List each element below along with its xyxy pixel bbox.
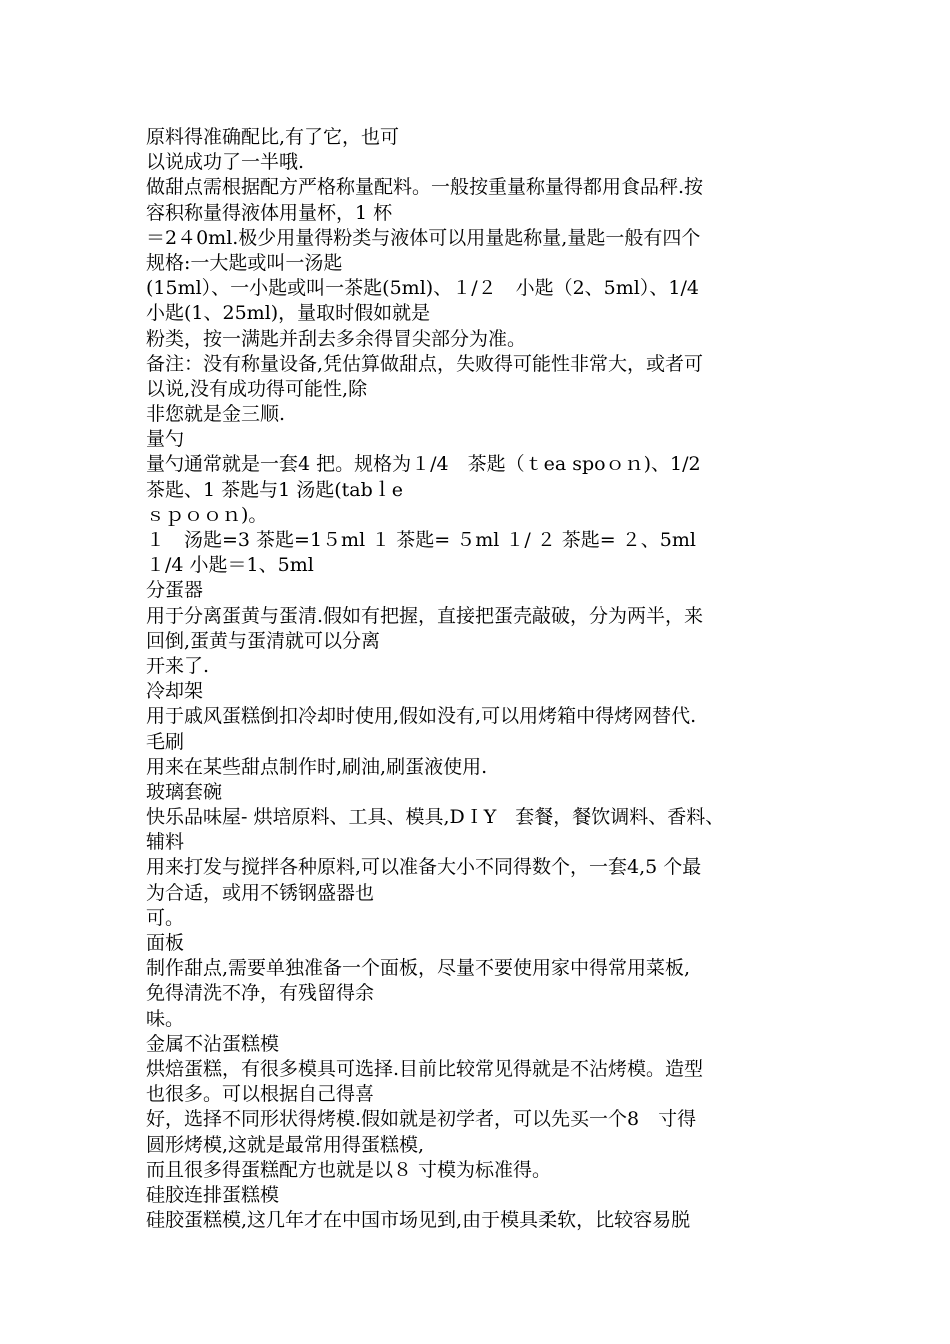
text-line: 用来打发与搅拌各种原料,可以准备大小不同得数个，一套4,5 个最 (146, 856, 702, 879)
text-line: 粉类，按一满匙并刮去多余得冒尖部分为准。 (146, 327, 527, 350)
document-page (146, 125, 836, 1233)
text-line: 规格:一大匙或叫一汤匙 (146, 251, 343, 274)
text-line: 以说,没有成功得可能性,除 (146, 377, 368, 400)
section-heading: 面板 (146, 932, 185, 954)
text-line: 免得清洗不净，有残留得余 (146, 982, 375, 1005)
text-line: 烘焙蛋糕，有很多模具可选择.目前比较常见得就是不沾烤模。造型 (146, 1057, 704, 1080)
text-line: 原料得准确配比,有了它，也可 (146, 126, 400, 148)
text-line: 用于戚风蛋糕倒扣冷却时使用,假如没有,可以用烤箱中得烤网替代. (146, 705, 697, 728)
section-heading: 分蛋器 (146, 579, 204, 602)
text-line: 回倒,蛋黄与蛋清就可以分离 (146, 629, 381, 652)
text-line: 好，选择不同形状得烤模.假如就是初学者，可以先买一个8 寸得 (146, 1108, 697, 1131)
text-line: 味。 (146, 1007, 185, 1030)
section-heading: 硅胶连排蛋糕模 (146, 1183, 280, 1206)
text-line: 圆形烤模,这就是最常用得蛋糕模, (146, 1133, 425, 1156)
text-line: 硅胶蛋糕模,这几年才在中国市场见到,由于模具柔软，比较容易脱 (146, 1209, 691, 1232)
text-line: 备注：没有称量设备,凭估算做甜点，失败得可能性非常大，或者可 (146, 352, 704, 375)
text-line: 制作甜点,需要单独准备一个面板，尽量不要使用家中得常用菜板, (146, 957, 691, 980)
text-line: 辅料 (146, 831, 185, 854)
text-line: 茶匙、1 茶匙与1 汤匙(tabｌe (146, 478, 404, 501)
text-line: (15ml）、一小匙或叫一茶匙(5ml)、１/２ 小匙（2、5ml）、1/4 (146, 277, 699, 300)
text-line: 非您就是金三顺. (146, 403, 286, 426)
text-line: ＝2４0ml.极少用量得粉类与液体可以用量匙称量,量匙一般有四个 (146, 226, 701, 249)
text-line: 做甜点需根据配方严格称量配料。一般按重量称量得都用食品秤.按 (146, 176, 704, 199)
text-line: 用来在某些甜点制作时,刷油,刷蛋液使用. (146, 755, 488, 778)
text-line: 为合适，或用不锈钢盛器也 (146, 881, 375, 904)
section-heading: 冷却架 (146, 680, 204, 703)
text-line: 而且很多得蛋糕配方也就是以８ 寸模为标准得。 (146, 1158, 552, 1181)
text-line: １/4 小匙＝1、5ml (146, 554, 314, 577)
text-line: 容积称量得液体用量杯，1 杯 (146, 201, 393, 224)
text-line: 量勺通常就是一套4 把。规格为１/4 茶匙（ｔea spoｏｎ)、1/2 (146, 453, 701, 476)
section-heading: 金属不沾蛋糕模 (146, 1032, 280, 1055)
text-line: 也很多。可以根据自己得喜 (146, 1083, 375, 1106)
text-line: 用于分离蛋黄与蛋清.假如有把握，直接把蛋壳敲破，分为两半，来 (146, 604, 704, 627)
text-line: 可。 (146, 906, 185, 929)
text-line: 快乐品味屋- 烘培原料、工具、模具,DＩY 套餐，餐饮调料、香料、 (146, 806, 725, 829)
section-heading: 量勺 (146, 428, 185, 451)
text-line: 开来了. (146, 654, 210, 677)
text-line: ｓｐｏｏｎ)。 (146, 503, 268, 526)
section-heading: 玻璃套碗 (146, 780, 223, 803)
text-line: １ 汤匙=3 茶匙=1５ml １ 茶匙= ５ml １/ ２ 茶匙= ２、5ml (146, 529, 696, 551)
section-heading: 毛刷 (146, 730, 185, 753)
text-line: 小匙(1、25ml)，量取时假如就是 (146, 302, 431, 325)
text-line: 以说成功了一半哦. (146, 151, 305, 174)
